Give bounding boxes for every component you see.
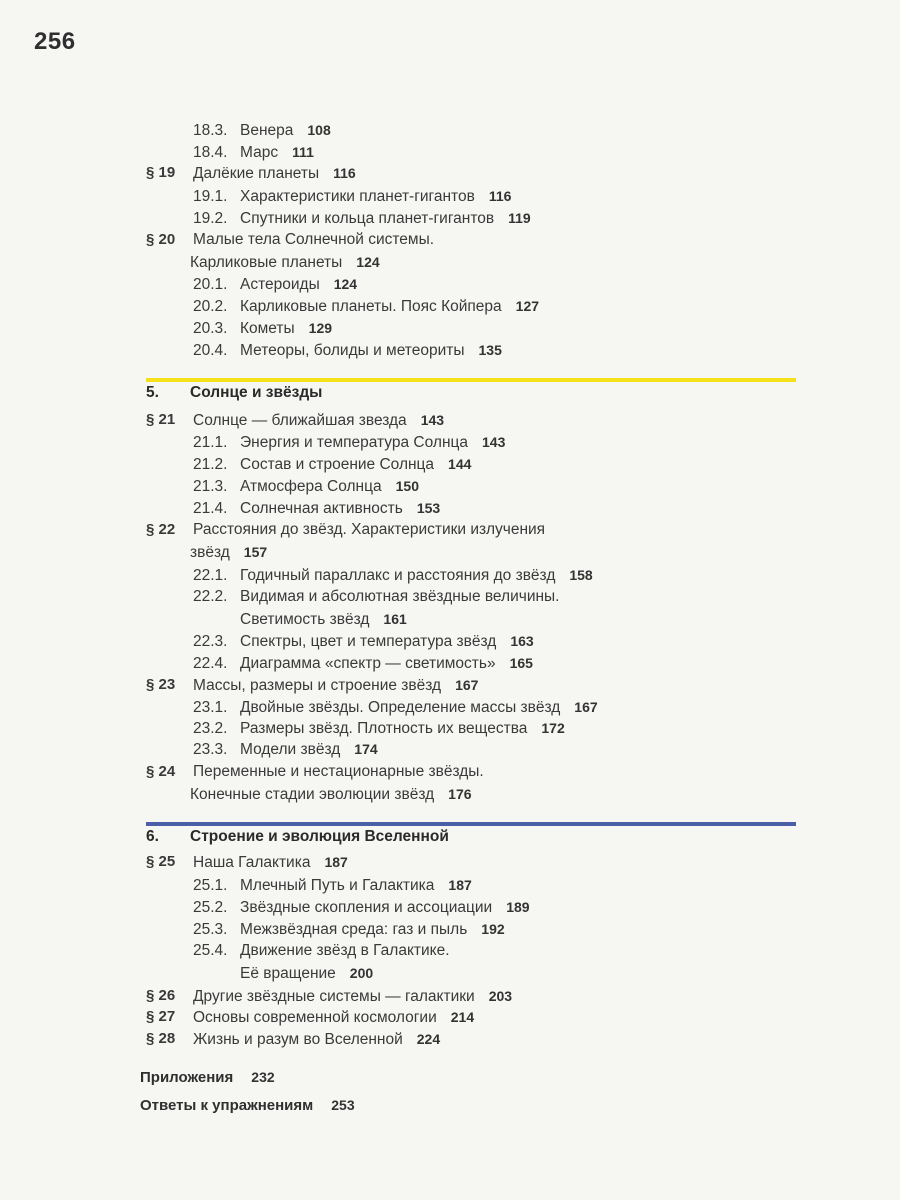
page-ref: 143 [482,434,506,450]
section-marker: § 19 [146,164,176,181]
entry-title: Энергия и температура Солнца [240,434,469,451]
subsection-number: 25.2. [193,899,228,916]
entry-title: Малые тела Солнечной системы. [193,231,435,248]
page-ref: 157 [243,544,268,560]
subsection-number: 22.2. [193,588,228,605]
entry-continuation [190,784,472,804]
entry-title: Астероиды [240,276,320,293]
entry-title: Далёкие планеты [193,165,320,182]
subsection-entry [193,476,419,496]
subsection-entry [193,142,314,162]
section-marker: § 26 [146,987,176,1004]
page-ref: 167 [574,699,598,715]
page-ref: 158 [569,567,593,583]
page-ref: 253 [331,1097,355,1113]
appendix-title: Приложения [140,1069,234,1086]
entry-title: Спутники и кольца планет-гигантов [240,210,495,227]
page-ref: 124 [333,276,358,292]
subsection-entry [193,120,331,140]
chapter-divider-bar [146,378,796,382]
page-ref: 203 [488,988,513,1004]
page-ref: 187 [448,877,472,893]
subsection-number: 18.3. [193,122,228,139]
subsection-entry [193,208,531,228]
entry-continuation [190,252,380,272]
entry-title: Размеры звёзд. Плотность их вещества [240,720,528,737]
subsection-number: 21.3. [193,478,228,495]
entry-title: Звёздные скопления и ассоциации [240,899,493,916]
page-ref: 232 [251,1069,275,1085]
subsection-entry [193,340,502,360]
entry-title: Диаграмма «спектр — светимость» [240,655,496,672]
subsection-number: 25.1. [193,877,228,894]
chapter-number: 6. [146,828,159,845]
entry-continuation [240,963,373,983]
page-ref: 116 [333,165,356,181]
subsection-entry [193,587,559,607]
page-ref: 135 [478,342,502,358]
page-number: 256 [34,28,76,55]
page-ref: 192 [481,921,505,937]
page-ref: 176 [448,786,472,802]
subsection-entry [193,274,357,294]
section-marker: § 20 [146,231,176,248]
entry-title: Конечные стадии эволюции звёзд [190,786,435,803]
entry-title: Видимая и абсолютная звёздные величины. [240,588,560,605]
entry-title: Солнечная активность [240,500,403,517]
entry-title: Венера [240,122,294,139]
page-ref: 165 [509,655,533,671]
subsection-entry [193,919,505,939]
entry-title: Атмосфера Солнца [240,478,382,495]
section-marker: § 21 [146,411,176,428]
entry-continuation [240,609,407,629]
section-entry [193,675,478,695]
entry-title: Другие звёздные системы — галактики [193,988,475,1005]
subsection-entry [193,565,593,585]
subsection-entry [193,875,472,895]
subsection-number: 22.3. [193,633,228,650]
subsection-entry [193,739,378,759]
subsection-number: 18.4. [193,144,228,161]
subsection-number: 22.1. [193,567,228,584]
section-marker: § 24 [146,763,176,780]
subsection-number: 20.3. [193,320,228,337]
page-ref: 124 [356,254,380,270]
section-marker: § 28 [146,1030,176,1047]
appendix-entry [140,1095,355,1115]
subsection-entry [193,432,505,452]
page-ref: 200 [349,965,374,981]
entry-title: Марс [240,144,279,161]
chapter-number: 5. [146,384,159,401]
entry-title: звёзд [190,544,230,561]
subsection-number: 23.1. [193,699,228,716]
subsection-entry [193,498,440,518]
entry-title: Млечный Путь и Галактика [240,877,435,894]
entry-title: Карликовые планеты [190,254,343,271]
subsection-number: 23.3. [193,741,228,758]
subsection-entry [193,653,533,673]
entry-title: Карликовые планеты. Пояс Койпера [240,298,502,315]
section-entry [193,230,434,250]
subsection-number: 25.3. [193,921,228,938]
subsection-entry [193,631,534,651]
section-marker: § 27 [146,1008,176,1025]
entry-continuation [190,542,267,562]
section-marker: § 23 [146,676,176,693]
entry-title: Солнце — ближайшая звезда [193,412,407,429]
entry-title: Межзвёздная среда: газ и пыль [240,921,468,938]
page-ref: 214 [450,1009,475,1025]
chapter-title: Строение и эволюция Вселенной [190,828,449,845]
subsection-number: 19.2. [193,210,228,227]
entry-title: Светимость звёзд [240,611,370,628]
subsection-entry [193,318,332,338]
section-entry [193,986,512,1006]
page-ref: 119 [508,210,531,226]
page-ref: 163 [510,633,534,649]
page-ref: 224 [416,1031,441,1047]
entry-title: Движение звёзд в Галактике. [240,942,450,959]
subsection-entry [193,897,530,917]
subsection-entry [193,697,598,717]
subsection-number: 23.2. [193,720,228,737]
entry-title: Наша Галактика [193,854,311,871]
section-entry [193,520,545,540]
section-marker: § 25 [146,853,176,870]
entry-title: Основы современной космологии [193,1009,437,1026]
page-ref: 116 [488,188,512,204]
section-entry [193,762,484,782]
entry-title: Расстояния до звёзд. Характеристики излучения [193,521,546,538]
subsection-entry [193,186,511,206]
section-entry [193,852,348,872]
entry-title: Жизнь и разум во Вселенной [193,1031,403,1048]
page-ref: 108 [307,122,331,138]
entry-title: Модели звёзд [240,741,341,758]
section-entry [193,163,356,183]
subsection-entry [193,718,565,738]
subsection-number: 20.4. [193,342,228,359]
subsection-number: 20.2. [193,298,228,315]
page-ref: 172 [541,720,565,736]
page-ref: 129 [308,320,333,336]
page-ref: 153 [416,500,441,516]
appendix-entry [140,1067,275,1087]
entry-title: Её вращение [240,965,336,982]
chapter-title: Солнце и звёзды [190,384,323,401]
page-ref: 167 [455,677,479,693]
entry-title: Метеоры, болиды и метеориты [240,342,465,359]
entry-title: Состав и строение Солнца [240,456,435,473]
subsection-number: 21.4. [193,500,228,517]
subsection-number: 21.2. [193,456,228,473]
subsection-number: 20.1. [193,276,228,293]
entry-title: Кометы [240,320,295,337]
entry-title: Характеристики планет-гигантов [240,188,475,205]
chapter-divider-bar [146,822,796,826]
section-entry [193,1007,474,1027]
page-ref: 150 [395,478,419,494]
page-ref: 189 [506,899,530,915]
page-ref: 174 [354,741,378,757]
page-ref: 144 [448,456,472,472]
page-ref: 127 [515,298,540,314]
section-entry [193,410,444,430]
entry-title: Переменные и нестационарные звёзды. [193,763,484,780]
subsection-number: 25.4. [193,942,228,959]
page-ref: 161 [383,611,407,627]
subsection-entry [193,296,539,316]
section-marker: § 22 [146,521,176,538]
entry-title: Спектры, цвет и температура звёзд [240,633,497,650]
subsection-number: 19.1. [193,188,228,205]
entry-title: Массы, размеры и строение звёзд [193,677,442,694]
subsection-number: 22.4. [193,655,228,672]
appendix-title: Ответы к упражнениям [140,1097,314,1114]
subsection-entry [193,941,450,961]
page-ref: 187 [324,854,348,870]
entry-title: Двойные звёзды. Определение массы звёзд [240,699,561,716]
subsection-number: 21.1. [193,434,228,451]
entry-title: Годичный параллакс и расстояния до звёзд [240,567,556,584]
section-entry [193,1029,440,1049]
subsection-entry [193,454,471,474]
page-ref: 143 [420,412,445,428]
page-ref: 111 [292,144,314,160]
